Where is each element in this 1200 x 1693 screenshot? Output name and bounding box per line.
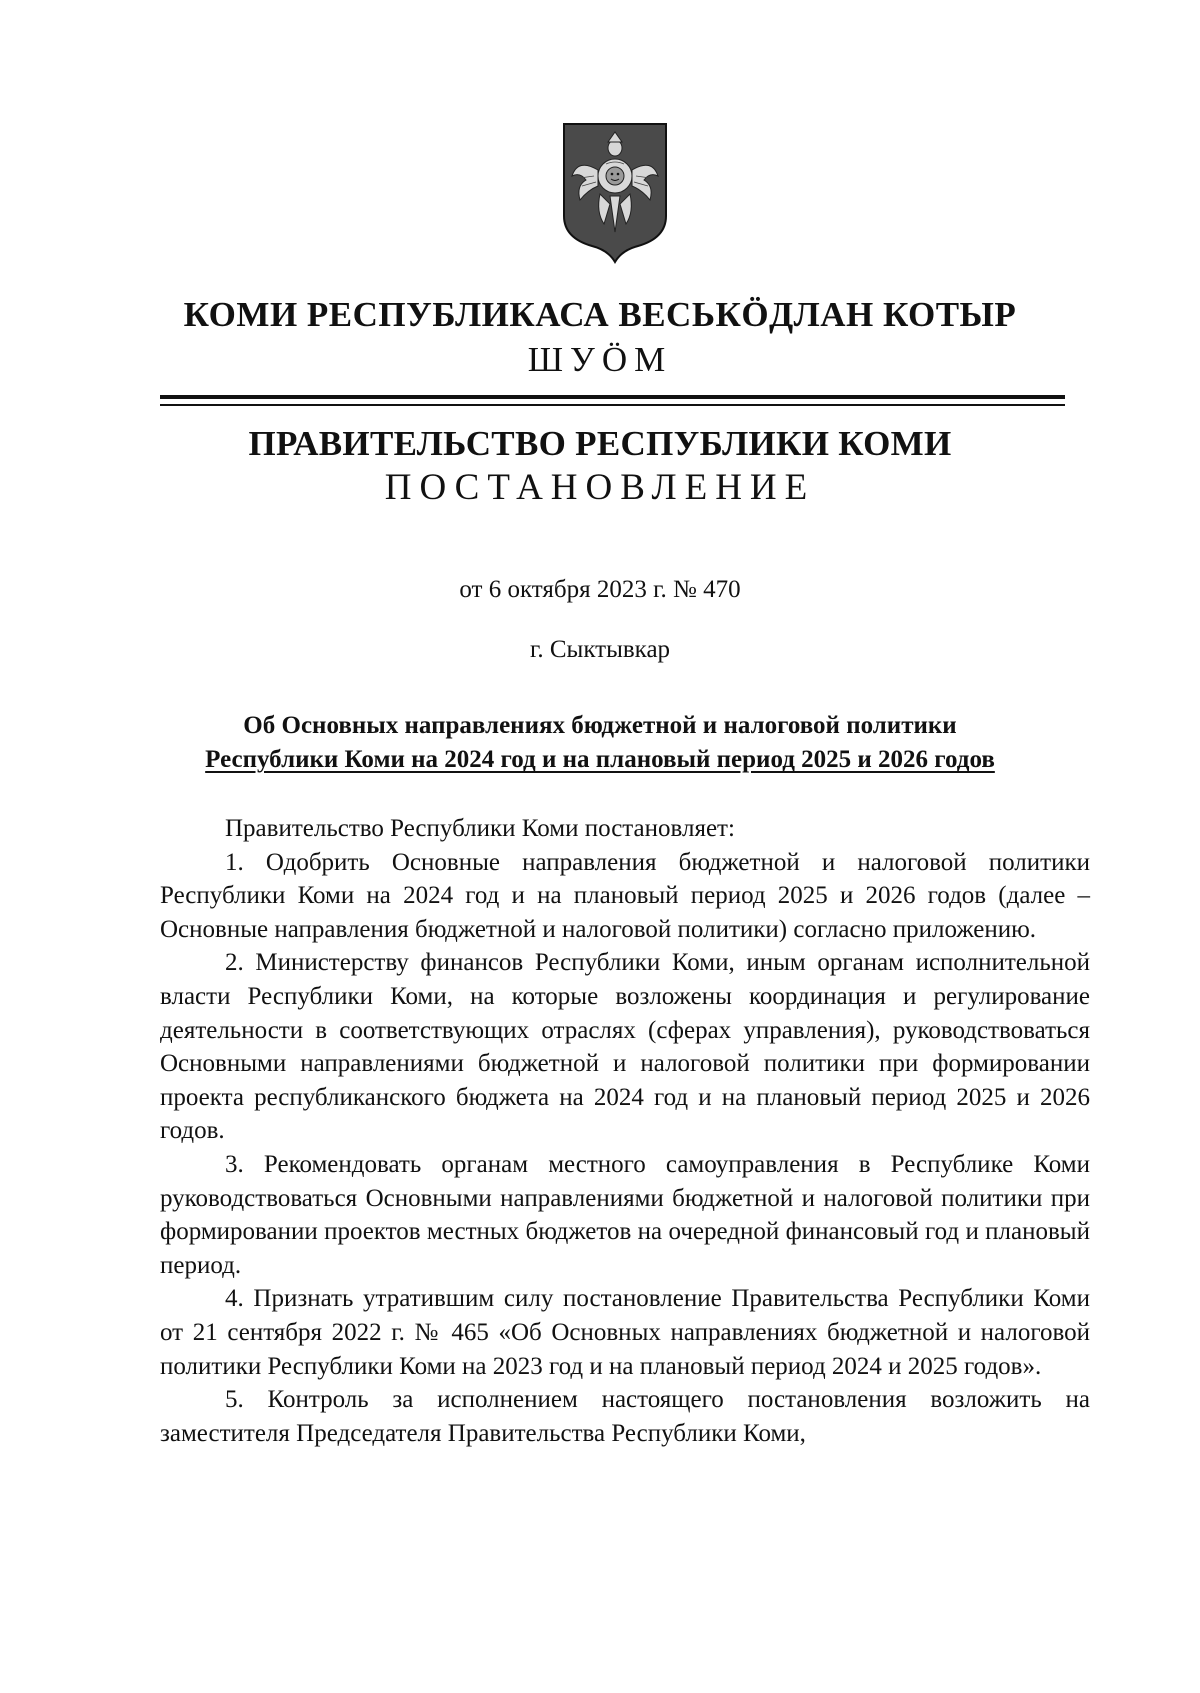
- komi-government-title: КОМИ РЕСПУБЛИКАСА ВЕСЬКÖДЛАН КОТЫР: [183, 295, 1017, 334]
- government-title: ПРАВИТЕЛЬСТВО РЕСПУБЛИКИ КОМИ: [248, 424, 952, 463]
- decree-city: г. Сыктывкар: [529, 636, 671, 663]
- decree-date-number: от 6 октября 2023 г. № 470: [459, 576, 741, 603]
- body-item-1: 1. Одобрить Основные направления бюджетной и налоговой политики Республики Коми на 2024 год и на плановый период 2025 и 2026 годов (далее – Основные направления бюджетной и налоговой политики) согласно приложению.: [160, 848, 1090, 943]
- header-divider-thick: [160, 395, 1065, 399]
- body-item-2: 2. Министерству финансов Республики Коми, иным органам исполнительной власти Республики Коми, на которые возложены координация и регулирование деятельности в соответствующих отраслях (сферах управления), руководствоваться Основными направлениями бюджетной и налоговой политики при формировании проекта республиканского бюджета на 2024 год и на плановый период 2025 и 2026 годов.: [160, 949, 1090, 1145]
- body-item-5: 5. Контроль за исполнением настоящего постановления возложить на заместителя Председателя Правительства Республики Коми,: [160, 1386, 1090, 1447]
- decree-label: ПОСТАНОВЛЕНИЕ: [384, 467, 816, 508]
- header-divider-thin: [160, 404, 1065, 406]
- body-item-3: 3. Рекомендовать органам местного самоуправления в Республике Коми руководствоваться Основными направлениями бюджетной и налоговой политики при формировании проектов местных бюджетов на очередной финансовый год и плановый период.: [160, 1150, 1090, 1279]
- komi-decree-label: ШУÖМ: [527, 340, 673, 379]
- document-title-line-2: [0, 746, 1200, 774]
- body-item-4: 4. Признать утратившим силу постановление Правительства Республики Коми от 21 сентября 2022 г. № 465 «Об Основных направлениях бюджетной и налоговой политики Республики Коми на 2023 год и на плановый период 2024 и 2025 годов».: [160, 1285, 1090, 1380]
- document-title-line-1: Об Основных направлениях бюджетной и налоговой политики: [243, 712, 957, 739]
- document-title-line-2-text: Республики Коми на 2024 год и на плановый период 2025 и 2026 годов: [205, 746, 995, 773]
- body-intro: Правительство Республики Коми постановляет:: [225, 815, 735, 842]
- coat-of-arms-icon: [560, 120, 670, 264]
- document-body: [160, 812, 1090, 1450]
